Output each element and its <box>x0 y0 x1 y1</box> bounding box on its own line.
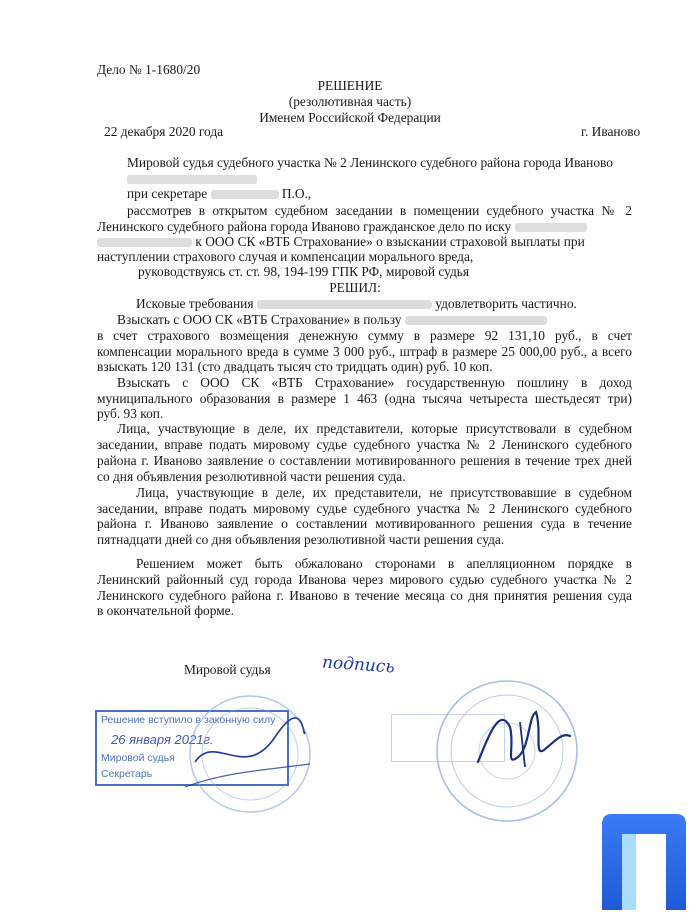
stamp-date-handwritten: 26 января 2021г. <box>111 732 214 747</box>
p1-prefix: Исковые требования <box>136 296 254 311</box>
secretary-prefix: при секретаре <box>127 186 208 201</box>
paragraph-4-line-1: Лица, участвующие в деле, их представители, которые присутствовали в судебном <box>117 421 632 436</box>
paragraph-5-line-3: района г. Иваново заявление о составлении мотивированного решения суда в течение <box>97 516 632 531</box>
paragraph-3-line-2: муниципального образования в размере 1 463 (одна тысяча четыреста шестьдесят три) <box>97 391 632 406</box>
intro-line-5-text: Ленинского судебного района города Иваново гражданское дело по иску <box>97 219 512 234</box>
handwritten-signature-word: подпись <box>321 652 396 678</box>
stamp-line-3: Мировой судья <box>101 752 175 764</box>
paragraph-4-line-2: заседании, вправе подать мировому судье судебного участка № 2 Ленинского судебного <box>97 437 632 452</box>
redacted-block <box>97 238 192 247</box>
decision-city: г. Иваново <box>581 124 641 139</box>
paragraph-2-line-4: взыскать 120 131 (сто двадцать тысяч сто тридцать один) руб. 10 коп. <box>97 359 493 374</box>
intro-line-7: наступлении страхового случая и компенсации морального вреда, <box>97 249 474 264</box>
stamp-line-1: Решение вступило в законную силу <box>101 714 276 726</box>
decision-date: 22 декабря 2020 года <box>104 124 224 139</box>
redacted-block <box>257 300 432 309</box>
brand-logo-icon <box>600 812 690 912</box>
judge-signature-label: Мировой судья <box>184 662 271 677</box>
intro-secretary-line <box>127 186 311 202</box>
redacted-block <box>211 190 279 199</box>
judge-handwritten-signature <box>470 702 580 782</box>
intro-line-4: рассмотрев в открытом судебном заседании в помещении судебного участка № 2 <box>127 203 632 218</box>
paragraph-6-line-3: Ленинского судебного района г. Иваново в течение месяца со дня принятия решения суда <box>97 588 632 603</box>
paragraph-5-line-4: пятнадцати дней со дня объявления резолютивной части решения суда. <box>97 532 505 547</box>
case-number: Дело № 1-1680/20 <box>97 62 201 77</box>
round-seal-left <box>185 692 315 817</box>
intro-line-5 <box>97 219 587 235</box>
redacted-block <box>515 223 587 232</box>
p1-suffix: удовлетворить частично. <box>435 296 577 311</box>
redacted-block <box>127 175 257 184</box>
intro-redacted-line <box>127 171 257 187</box>
paragraph-3-line-3: руб. 93 коп. <box>97 406 164 421</box>
intro-judge-line: Мировой судья судебного участка № 2 Ленинского судебного района города Иваново <box>127 155 613 170</box>
intro-line-6-text: к ООО СК «ВТБ Страхование» о взыскании страховой выплаты при <box>195 234 585 249</box>
secretary-suffix: П.О., <box>281 186 312 201</box>
paragraph-3-line-1: Взыскать с ООО СК «ВТБ Страхование» государственную пошлину в доход <box>117 375 632 390</box>
paragraph-6-line-4: в окончательной форме. <box>97 603 234 618</box>
decided-heading: РЕШИЛ: <box>329 280 381 295</box>
document-title: РЕШЕНИЕ <box>317 78 383 93</box>
paragraph-2-line-2: в счет страхового возмещения денежную сумму в размере 92 131,10 руб., в счет <box>97 328 632 343</box>
paragraph-6-line-2: Ленинский районный суд города Иванова через мирового судью судебного участка № 2 <box>97 572 632 587</box>
document-subtitle: (резолютивная часть) <box>288 94 412 109</box>
paragraph-2-line-3: компенсации морального вреда в сумме 3 000 руб., штраф в размере 25 000,00 руб., а всего <box>97 344 632 359</box>
paragraph-2-line-1 <box>117 312 547 328</box>
stamp-line-4: Секретарь <box>101 768 153 780</box>
authority-line: Именем Российской Федерации <box>259 110 441 125</box>
intro-line-8: руководствуясь ст. ст. 98, 194-199 ГПК РФ, мировой судья <box>138 264 470 279</box>
p2-prefix: Взыскать с ООО СК «ВТБ Страхование» в пользу <box>117 312 402 327</box>
paragraph-5-line-2: заседании, вправе подать мировому судье судебного участка № 2 Ленинского судебного <box>97 501 632 516</box>
paragraph-4-line-4: со дня объявления резолютивной части решения суда. <box>97 469 406 484</box>
paragraph-4-line-3: района г. Иваново заявление о составлении мотивированного решения в течение трех дней <box>97 453 632 468</box>
intro-line-6 <box>97 234 585 250</box>
paragraph-5-line-1: Лица, участвующие в деле, их представители, не присутствовавшие в судебном <box>136 485 632 500</box>
paragraph-1 <box>136 296 577 312</box>
redacted-block <box>405 316 547 325</box>
paragraph-6-line-1: Решением может быть обжаловано сторонами в апелляционном порядке в <box>136 556 632 571</box>
